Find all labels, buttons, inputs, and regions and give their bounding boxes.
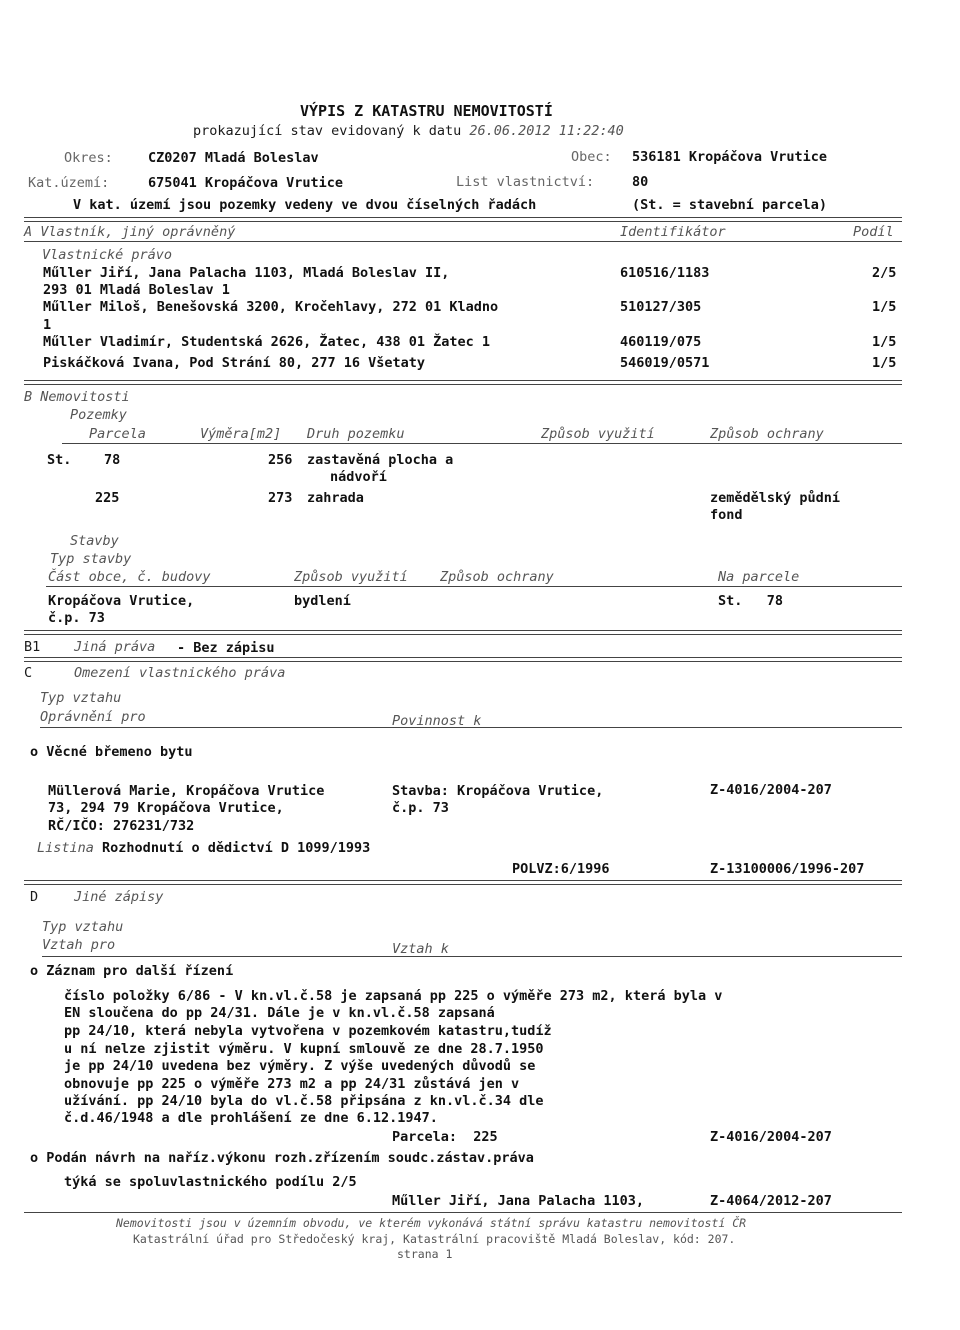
col-ochrana: Způsob ochrany (710, 426, 824, 442)
note: V kat. území jsou pozemky vedeny ve dvou číselných řadách (73, 197, 537, 213)
c-listina-value: Rozhodnutí o dědictví D 1099/1993 (102, 840, 371, 856)
owner-4-id: 546019/0571 (620, 355, 710, 371)
section-d-divider (24, 880, 902, 885)
section-b-heading: B Nemovitosti (24, 389, 130, 405)
stavba-parcela: St. 78 (718, 593, 784, 609)
section-b1-heading: Jiná práva (74, 639, 156, 655)
c-entry-title: o Věcné břemeno bytu (30, 744, 193, 760)
section-c-label: C (24, 665, 33, 681)
section-a-divider (24, 217, 902, 222)
d-entry1-line4: u ní nelze zjistit výměru. V kupní smlouvě ze dne 28.7.1950 (64, 1041, 544, 1057)
stavby-underline (46, 586, 902, 587)
section-d-label: D (30, 889, 39, 905)
stavba-cast1: Kropáčova Vrutice, (48, 593, 195, 609)
col-stavba-ochrana: Způsob ochrany (440, 569, 554, 585)
c-person-line1: Müllerová Marie, Kropáčova Vrutice (48, 783, 325, 799)
c-typ-vztahu: Typ vztahu (40, 690, 122, 706)
footer-divider (24, 1212, 902, 1213)
row-1-parcel: 78 (104, 452, 121, 468)
katuzemi-value: 675041 Kropáčova Vrutice (148, 175, 344, 191)
d-typ-vztahu: Typ vztahu (42, 919, 124, 935)
list-label: List vlastnictví: (456, 174, 595, 190)
pozemky-label: Pozemky (70, 407, 127, 423)
col-vymera: Výměra[m2] (200, 426, 282, 442)
typ-stavby-label: Typ stavby (50, 551, 132, 567)
owner-1-line1: Műller Jiří, Jana Palacha 1103, Mladá Boleslav II, (43, 265, 450, 281)
obec-label: Obec: (571, 149, 612, 165)
page-title: VÝPIS Z KATASTRU NEMOVITOSTÍ (300, 102, 553, 120)
d-entry2-ref: Z-4064/2012-207 (710, 1193, 832, 1209)
col-podil: Podíl (853, 224, 894, 240)
stavba-cast2: č.p. 73 (48, 610, 105, 626)
row-2-ochrana1: zemědělský půdní (710, 490, 841, 506)
section-b1-value: - Bez zápisu (177, 640, 275, 656)
subtitle-prefix: prokazující stav evidovaný k datu (193, 123, 462, 139)
section-c-divider (24, 657, 902, 662)
c-povinnost-k: Povinnost k (392, 713, 482, 729)
row-1-prefix: St. (47, 452, 72, 468)
section-b1-divider (24, 630, 902, 635)
c-ref2: Z-13100006/1996-207 (710, 861, 865, 877)
list-value: 80 (632, 174, 649, 190)
row-1-druh2: nádvoří (330, 469, 387, 485)
okres-label: Okres: (64, 150, 113, 166)
col-parcela: Parcela (89, 426, 146, 442)
c-person-line2: 73, 294 79 Kropáčova Vrutice, (48, 800, 284, 816)
col-cast-obce: Část obce, č. budovy (48, 569, 211, 585)
footer-line2: Katastrální úřad pro Středočeský kraj, Katastrální pracoviště Mladá Boleslav, kód: 207. (133, 1232, 736, 1246)
c-stavba-line2: č.p. 73 (392, 800, 449, 816)
owner-3-line1: Műller Vladimír, Studentská 2626, Žatec, 438 01 Žatec 1 (43, 334, 491, 350)
c-ref1: Z-4016/2004-207 (710, 782, 832, 798)
d-entry1-line5: je pp 24/10 uvedena bez výměry. Z výše uvedených důvodů se (64, 1058, 536, 1074)
owner-4-share: 1/5 (872, 355, 897, 371)
okres-value: CZ0207 Mladá Boleslav (148, 150, 319, 166)
col-na-parcele: Na parcele (718, 569, 800, 585)
d-entry1-parcel: Parcela: 225 (392, 1129, 498, 1145)
vlastnicke-pravo: Vlastnické právo (42, 247, 173, 263)
row-2-parcel: 225 (95, 490, 120, 506)
row-1-area: 256 (268, 452, 293, 468)
d-entry1-ref: Z-4016/2004-207 (710, 1129, 832, 1145)
owner-2-line2: 1 (43, 317, 52, 333)
owner-3-id: 460119/075 (620, 334, 702, 350)
c-stavba-line1: Stavba: Kropáčova Vrutice, (392, 783, 604, 799)
d-underline (42, 956, 902, 957)
note-stavebni: (St. = stavební parcela) (632, 197, 828, 213)
c-polvz: POLVZ:6/1996 (512, 861, 610, 877)
owner-3-share: 1/5 (872, 334, 897, 350)
col-identifikator: Identifikátor (620, 224, 726, 240)
owner-1-id: 610516/1183 (620, 265, 710, 281)
footer-page: strana 1 (397, 1247, 453, 1261)
timestamp: 26.06.2012 11:22:40 (469, 123, 624, 139)
c-underline (40, 727, 902, 728)
owner-2-line1: Műller Miloš, Benešovská 3200, Kročehlavy, 272 01 Kladno (43, 299, 499, 315)
c-listina (37, 840, 370, 857)
d-entry2-person: Műller Jiří, Jana Palacha 1103, (392, 1193, 644, 1209)
d-entry1-line3: pp 24/10, která nebyla vytvořena v pozemkovém katastru,tudíž (64, 1023, 552, 1039)
stavby-label: Stavby (70, 533, 119, 549)
d-entry1-title: o Záznam pro další řízení (30, 963, 234, 979)
d-entry1-line7: užívání. pp 24/10 byla do vl.č.58 připsána z kn.vl.č.34 dle (64, 1093, 544, 1109)
d-entry2-sub: týká se spoluvlastnického podílu 2/5 (64, 1174, 357, 1190)
row-2-druh1: zahrada (307, 490, 364, 506)
katuzemi-label: Kat.území: (28, 175, 110, 191)
owner-1-share: 2/5 (872, 265, 897, 281)
section-a-heading: A Vlastník, jiný oprávněný (24, 224, 236, 240)
col-stavba-vyuziti: Způsob využití (294, 569, 408, 585)
section-d-heading: Jiné zápisy (74, 889, 164, 905)
d-vztah-pro: Vztah pro (42, 937, 116, 953)
owner-4-line1: Piskáčková Ivana, Pod Strání 80, 277 16 Všetaty (43, 355, 426, 371)
pozemky-underline (62, 443, 902, 444)
row-2-area: 273 (268, 490, 293, 506)
c-person-line3: RČ/IČO: 276231/732 (48, 818, 195, 834)
section-c-heading: Omezení vlastnického práva (74, 665, 286, 681)
c-listina-label: Listina (37, 840, 94, 856)
stavba-vyuziti: bydlení (294, 593, 351, 609)
d-entry1-line1: číslo položky 6/86 - V kn.vl.č.58 je zapsaná pp 225 o výměře 273 m2, která byla v (64, 988, 723, 1004)
footer-line1: Nemovitosti jsou v územním obvodu, ve kterém vykonává státní správu katastru nemovitostí ČR (116, 1216, 747, 1230)
d-entry1-line8: č.d.46/1948 a dle prohlášení ze dne 6.12.1947. (64, 1110, 438, 1126)
row-1-druh1: zastavěná plocha a (307, 452, 454, 468)
owner-1-line2: 293 01 Mladá Boleslav 1 (43, 282, 230, 298)
owner-2-id: 510127/305 (620, 299, 702, 315)
d-entry1-line2: EN sloučena do pp 24/31. Dále je v kn.vl.č.58 zapsaná (64, 1005, 495, 1021)
owner-2-share: 1/5 (872, 299, 897, 315)
section-a-underline (24, 241, 902, 242)
d-entry2-title: o Podán návrh na naříz.výkonu rozh.zřízením soudc.zástav.práva (30, 1150, 534, 1166)
row-2-ochrana2: fond (710, 507, 743, 523)
c-opravneni-pro: Oprávnění pro (40, 709, 146, 725)
col-druh: Druh pozemku (307, 426, 405, 442)
subtitle (193, 123, 624, 140)
d-vztah-k: Vztah k (392, 941, 449, 957)
section-b1-label: B1 (24, 639, 41, 655)
d-entry1-line6: obnovuje pp 225 o výměře 273 m2 a pp 24/31 zůstává jen v (64, 1076, 520, 1092)
section-b-divider (24, 380, 902, 385)
col-vyuziti: Způsob využití (541, 426, 655, 442)
obec-value: 536181 Kropáčova Vrutice (632, 149, 828, 165)
